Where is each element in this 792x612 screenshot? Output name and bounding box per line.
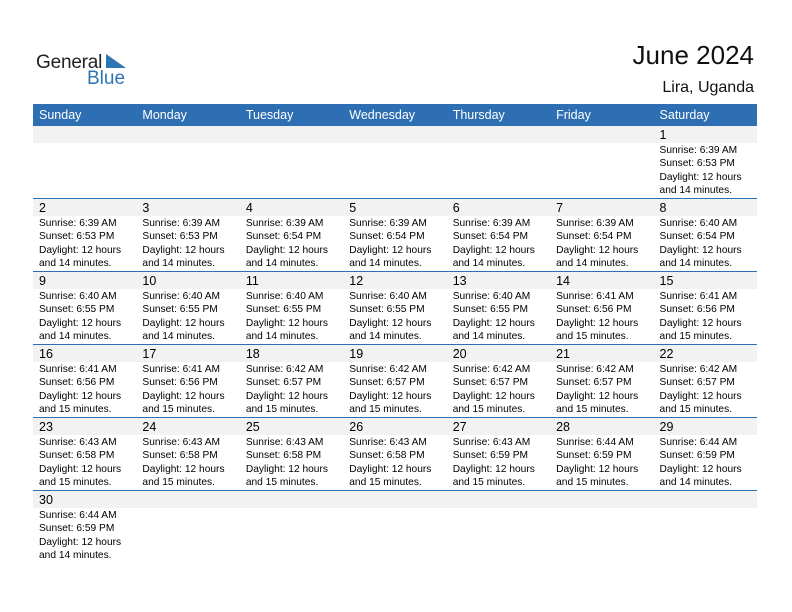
sun-info xyxy=(453,217,535,271)
sunset-text: Sunset: 6:53 PM xyxy=(39,231,115,243)
daylight-minutes-text: and 14 minutes. xyxy=(142,331,215,343)
day-cell xyxy=(550,199,653,271)
day-number: 4 xyxy=(245,201,253,215)
daylight-minutes-text: and 14 minutes. xyxy=(245,331,319,343)
day-number-strip xyxy=(654,126,757,143)
day-cell xyxy=(240,491,343,564)
sunset-text: Sunset: 6:54 PM xyxy=(245,231,322,243)
day-number: 10 xyxy=(142,274,157,288)
sun-info xyxy=(660,363,742,417)
sunrise-text: Sunrise: 6:44 AM xyxy=(39,510,117,521)
day-cell xyxy=(550,345,653,417)
daylight-text: Daylight: 12 hours xyxy=(245,317,328,329)
sun-info xyxy=(660,436,742,490)
day-number: 26 xyxy=(349,420,364,434)
daylight-minutes-text: and 15 minutes. xyxy=(245,477,319,489)
day-cell xyxy=(447,272,550,344)
sunset-text: Sunset: 6:54 PM xyxy=(452,231,529,243)
day-number: 20 xyxy=(452,347,467,361)
sun-info xyxy=(246,290,328,344)
daylight-minutes-text: and 14 minutes. xyxy=(39,331,112,343)
day-number-strip xyxy=(654,491,757,508)
day-number: 18 xyxy=(245,347,260,361)
sunset-text: Sunset: 6:58 PM xyxy=(39,450,115,462)
day-number: 2 xyxy=(39,201,46,215)
sunset-text: Sunset: 6:53 PM xyxy=(142,231,218,243)
day-cell xyxy=(447,126,550,198)
daylight-text: Daylight: 12 hours xyxy=(39,463,122,475)
daylight-minutes-text: and 14 minutes. xyxy=(556,258,629,270)
day-cell xyxy=(343,345,446,417)
sun-info xyxy=(556,436,638,490)
day-number: 15 xyxy=(659,274,674,288)
sunrise-text: Sunrise: 6:39 AM xyxy=(39,218,117,229)
day-cell xyxy=(33,126,136,198)
daylight-minutes-text: and 14 minutes. xyxy=(659,258,733,270)
daylight-minutes-text: and 15 minutes. xyxy=(142,404,215,416)
daylight-text: Daylight: 12 hours xyxy=(39,244,122,256)
daylight-text: Daylight: 12 hours xyxy=(659,317,742,329)
week-row xyxy=(33,272,757,345)
sun-info xyxy=(349,436,431,490)
day-number: 13 xyxy=(452,274,467,288)
week-row xyxy=(33,491,757,564)
daylight-minutes-text: and 15 minutes. xyxy=(349,477,422,489)
day-number-strip xyxy=(343,199,446,216)
daylight-text: Daylight: 12 hours xyxy=(39,390,122,402)
day-cell xyxy=(550,491,653,564)
weekday-thursday: Thursday xyxy=(452,108,505,122)
daylight-minutes-text: and 14 minutes. xyxy=(245,258,319,270)
day-number-strip xyxy=(550,491,653,508)
day-cell xyxy=(33,272,136,344)
daylight-text: Daylight: 12 hours xyxy=(659,244,742,256)
day-cell xyxy=(240,345,343,417)
sunset-text: Sunset: 6:55 PM xyxy=(245,304,322,316)
daylight-minutes-text: and 15 minutes. xyxy=(39,404,112,416)
day-number: 9 xyxy=(39,274,46,288)
sunrise-text: Sunrise: 6:40 AM xyxy=(39,291,117,302)
sunrise-text: Sunrise: 6:43 AM xyxy=(452,437,531,448)
logo-triangle-icon xyxy=(106,54,126,68)
day-number-strip xyxy=(240,126,343,143)
day-number-strip xyxy=(447,491,550,508)
day-cell xyxy=(447,418,550,490)
sunrise-text: Sunrise: 6:39 AM xyxy=(142,218,221,229)
location-subtitle: Lira, Uganda xyxy=(662,79,754,96)
weekday-saturday: Saturday xyxy=(659,108,710,122)
day-number-strip xyxy=(33,272,136,289)
day-cell xyxy=(240,272,343,344)
daylight-minutes-text: and 14 minutes. xyxy=(39,550,112,562)
sunrise-text: Sunrise: 6:39 AM xyxy=(349,218,427,229)
sun-info xyxy=(453,436,535,490)
page-title: June 2024 xyxy=(632,40,754,70)
sun-info xyxy=(39,217,121,271)
daylight-text: Daylight: 12 hours xyxy=(452,463,535,475)
sun-info xyxy=(39,436,121,490)
daylight-text: Daylight: 12 hours xyxy=(142,317,225,329)
sun-info xyxy=(556,217,638,271)
day-cell xyxy=(654,199,757,271)
daylight-minutes-text: and 14 minutes. xyxy=(349,331,422,343)
sun-info xyxy=(142,217,224,271)
day-cell xyxy=(343,199,446,271)
daylight-text: Daylight: 12 hours xyxy=(659,463,742,475)
daylight-minutes-text: and 15 minutes. xyxy=(142,477,215,489)
logo xyxy=(36,52,136,92)
sunset-text: Sunset: 6:59 PM xyxy=(39,523,115,535)
day-number: 16 xyxy=(39,347,53,361)
sun-info xyxy=(349,363,431,417)
sunset-text: Sunset: 6:54 PM xyxy=(556,231,632,243)
sun-info xyxy=(39,363,121,417)
logo-word-blue: Blue xyxy=(87,68,126,89)
daylight-text: Daylight: 12 hours xyxy=(452,317,535,329)
sunset-text: Sunset: 6:55 PM xyxy=(349,304,425,316)
sunrise-text: Sunrise: 6:44 AM xyxy=(556,437,634,448)
daylight-text: Daylight: 12 hours xyxy=(452,244,535,256)
daylight-minutes-text: and 14 minutes. xyxy=(659,477,733,489)
daylight-text: Daylight: 12 hours xyxy=(245,390,328,402)
day-number-strip xyxy=(343,491,446,508)
day-cell xyxy=(136,345,239,417)
day-cell xyxy=(136,272,239,344)
sunrise-text: Sunrise: 6:41 AM xyxy=(556,291,634,302)
daylight-minutes-text: and 14 minutes. xyxy=(349,258,422,270)
day-number-strip xyxy=(136,491,239,508)
week-row xyxy=(33,126,757,199)
day-number-strip xyxy=(240,199,343,216)
sunset-text: Sunset: 6:57 PM xyxy=(452,377,529,389)
day-number-strip xyxy=(550,126,653,143)
daylight-minutes-text: and 15 minutes. xyxy=(659,404,733,416)
sunset-text: Sunset: 6:55 PM xyxy=(142,304,218,316)
daylight-text: Daylight: 12 hours xyxy=(349,463,432,475)
sunrise-text: Sunrise: 6:40 AM xyxy=(245,291,324,302)
sunrise-text: Sunrise: 6:42 AM xyxy=(349,364,427,375)
day-number: 30 xyxy=(39,493,53,507)
day-cell xyxy=(240,418,343,490)
sunrise-text: Sunrise: 6:42 AM xyxy=(556,364,634,375)
daylight-text: Daylight: 12 hours xyxy=(556,463,639,475)
daylight-text: Daylight: 12 hours xyxy=(556,390,639,402)
sunset-text: Sunset: 6:57 PM xyxy=(556,377,632,389)
day-number-strip xyxy=(33,126,136,143)
sunrise-text: Sunrise: 6:43 AM xyxy=(245,437,324,448)
sunset-text: Sunset: 6:59 PM xyxy=(556,450,632,462)
day-cell xyxy=(343,491,446,564)
daylight-text: Daylight: 12 hours xyxy=(349,317,432,329)
day-number: 8 xyxy=(659,201,667,215)
daylight-text: Daylight: 12 hours xyxy=(245,244,328,256)
day-number: 27 xyxy=(452,420,467,434)
sun-info xyxy=(246,217,328,271)
day-number: 14 xyxy=(556,274,571,288)
weekday-friday: Friday xyxy=(556,108,591,122)
sunrise-text: Sunrise: 6:39 AM xyxy=(659,145,738,156)
calendar-weeks xyxy=(33,126,757,564)
daylight-minutes-text: and 14 minutes. xyxy=(39,258,112,270)
day-cell xyxy=(33,199,136,271)
sunset-text: Sunset: 6:53 PM xyxy=(659,158,735,170)
day-cell xyxy=(136,199,239,271)
sunrise-text: Sunrise: 6:40 AM xyxy=(659,218,738,229)
daylight-minutes-text: and 14 minutes. xyxy=(142,258,215,270)
sunset-text: Sunset: 6:59 PM xyxy=(659,450,735,462)
sunset-text: Sunset: 6:58 PM xyxy=(245,450,322,462)
sun-info xyxy=(660,144,742,198)
day-cell xyxy=(447,491,550,564)
day-cell xyxy=(136,491,239,564)
day-number: 11 xyxy=(245,274,259,288)
day-number: 23 xyxy=(39,420,53,434)
sunset-text: Sunset: 6:58 PM xyxy=(349,450,425,462)
sun-info xyxy=(660,290,742,344)
day-number-strip xyxy=(240,491,343,508)
daylight-text: Daylight: 12 hours xyxy=(245,463,328,475)
day-cell xyxy=(447,199,550,271)
day-cell xyxy=(447,345,550,417)
daylight-text: Daylight: 12 hours xyxy=(142,463,225,475)
sunset-text: Sunset: 6:57 PM xyxy=(659,377,735,389)
daylight-text: Daylight: 12 hours xyxy=(39,536,122,548)
day-cell xyxy=(136,126,239,198)
sunset-text: Sunset: 6:58 PM xyxy=(142,450,218,462)
day-cell xyxy=(654,126,757,198)
sunrise-text: Sunrise: 6:43 AM xyxy=(39,437,117,448)
sun-info xyxy=(660,217,742,271)
day-number: 21 xyxy=(556,347,571,361)
day-cell xyxy=(33,491,136,564)
day-cell xyxy=(240,126,343,198)
weekday-sunday: Sunday xyxy=(39,108,82,122)
day-cell xyxy=(136,418,239,490)
day-cell xyxy=(240,199,343,271)
day-cell xyxy=(550,126,653,198)
sunrise-text: Sunrise: 6:42 AM xyxy=(659,364,738,375)
sunrise-text: Sunrise: 6:40 AM xyxy=(142,291,221,302)
day-number: 6 xyxy=(452,201,460,215)
sunset-text: Sunset: 6:56 PM xyxy=(659,304,735,316)
sunset-text: Sunset: 6:56 PM xyxy=(142,377,218,389)
day-number: 29 xyxy=(659,420,674,434)
daylight-text: Daylight: 12 hours xyxy=(39,317,122,329)
daylight-text: Daylight: 12 hours xyxy=(349,244,432,256)
sun-info xyxy=(349,290,431,344)
sun-info xyxy=(142,290,224,344)
sunrise-text: Sunrise: 6:44 AM xyxy=(659,437,738,448)
weekday-header xyxy=(33,104,757,126)
sunrise-text: Sunrise: 6:39 AM xyxy=(452,218,531,229)
week-row xyxy=(33,199,757,272)
sun-info xyxy=(142,363,224,417)
day-number-strip xyxy=(136,199,239,216)
sun-info xyxy=(142,436,224,490)
daylight-text: Daylight: 12 hours xyxy=(556,244,639,256)
day-number: 5 xyxy=(349,201,357,215)
sunset-text: Sunset: 6:55 PM xyxy=(452,304,529,316)
day-number-strip xyxy=(447,126,550,143)
sunrise-text: Sunrise: 6:43 AM xyxy=(349,437,427,448)
sunset-text: Sunset: 6:56 PM xyxy=(39,377,115,389)
day-number-strip xyxy=(550,199,653,216)
day-number: 22 xyxy=(659,347,674,361)
day-cell xyxy=(654,345,757,417)
daylight-minutes-text: and 14 minutes. xyxy=(659,185,733,197)
daylight-minutes-text: and 14 minutes. xyxy=(452,331,526,343)
day-cell xyxy=(550,272,653,344)
sunset-text: Sunset: 6:54 PM xyxy=(349,231,425,243)
sun-info xyxy=(556,363,638,417)
daylight-minutes-text: and 15 minutes. xyxy=(556,331,629,343)
daylight-text: Daylight: 12 hours xyxy=(452,390,535,402)
weekday-monday: Monday xyxy=(142,108,187,122)
sunset-text: Sunset: 6:59 PM xyxy=(452,450,529,462)
day-number-strip xyxy=(33,199,136,216)
daylight-minutes-text: and 15 minutes. xyxy=(452,477,526,489)
daylight-text: Daylight: 12 hours xyxy=(659,171,742,183)
daylight-minutes-text: and 15 minutes. xyxy=(245,404,319,416)
sun-info xyxy=(39,509,121,563)
day-cell xyxy=(343,126,446,198)
sunset-text: Sunset: 6:56 PM xyxy=(556,304,632,316)
sun-info xyxy=(453,290,535,344)
weekday-tuesday: Tuesday xyxy=(245,108,294,122)
daylight-text: Daylight: 12 hours xyxy=(142,390,225,402)
sunrise-text: Sunrise: 6:41 AM xyxy=(142,364,221,375)
day-number-strip xyxy=(654,199,757,216)
day-number: 3 xyxy=(142,201,150,215)
daylight-text: Daylight: 12 hours xyxy=(142,244,225,256)
logo-word-general: General xyxy=(36,52,103,73)
day-cell xyxy=(33,418,136,490)
sunrise-text: Sunrise: 6:40 AM xyxy=(452,291,531,302)
week-row xyxy=(33,418,757,491)
day-number-strip xyxy=(447,199,550,216)
daylight-minutes-text: and 15 minutes. xyxy=(349,404,422,416)
daylight-minutes-text: and 15 minutes. xyxy=(556,477,629,489)
day-number-strip xyxy=(343,126,446,143)
sunrise-text: Sunrise: 6:41 AM xyxy=(39,364,117,375)
daylight-text: Daylight: 12 hours xyxy=(349,390,432,402)
sun-info xyxy=(556,290,638,344)
sunset-text: Sunset: 6:55 PM xyxy=(39,304,115,316)
day-cell xyxy=(33,345,136,417)
day-number: 1 xyxy=(659,128,667,142)
sun-info xyxy=(349,217,431,271)
day-cell xyxy=(654,491,757,564)
sunrise-text: Sunrise: 6:41 AM xyxy=(659,291,738,302)
daylight-minutes-text: and 15 minutes. xyxy=(556,404,629,416)
day-number: 12 xyxy=(349,274,364,288)
calendar-grid xyxy=(33,104,757,564)
sunrise-text: Sunrise: 6:42 AM xyxy=(245,364,324,375)
day-number: 28 xyxy=(556,420,571,434)
daylight-minutes-text: and 14 minutes. xyxy=(452,258,526,270)
daylight-minutes-text: and 15 minutes. xyxy=(452,404,526,416)
day-cell xyxy=(654,418,757,490)
day-number: 19 xyxy=(349,347,364,361)
week-row xyxy=(33,345,757,418)
day-cell xyxy=(343,418,446,490)
day-number: 24 xyxy=(142,420,157,434)
sunrise-text: Sunrise: 6:40 AM xyxy=(349,291,427,302)
weekday-wednesday: Wednesday xyxy=(349,108,416,122)
sun-info xyxy=(246,363,328,417)
daylight-text: Daylight: 12 hours xyxy=(659,390,742,402)
day-number: 7 xyxy=(556,201,564,215)
day-cell xyxy=(343,272,446,344)
sun-info xyxy=(246,436,328,490)
sunrise-text: Sunrise: 6:42 AM xyxy=(452,364,531,375)
day-cell xyxy=(654,272,757,344)
day-cell xyxy=(550,418,653,490)
day-number: 17 xyxy=(142,347,157,361)
daylight-minutes-text: and 15 minutes. xyxy=(39,477,112,489)
daylight-text: Daylight: 12 hours xyxy=(556,317,639,329)
sunset-text: Sunset: 6:54 PM xyxy=(659,231,735,243)
day-number-strip xyxy=(136,126,239,143)
sunrise-text: Sunrise: 6:39 AM xyxy=(245,218,324,229)
sunrise-text: Sunrise: 6:43 AM xyxy=(142,437,221,448)
sunset-text: Sunset: 6:57 PM xyxy=(245,377,322,389)
daylight-minutes-text: and 15 minutes. xyxy=(659,331,733,343)
sunset-text: Sunset: 6:57 PM xyxy=(349,377,425,389)
sun-info xyxy=(39,290,121,344)
sunrise-text: Sunrise: 6:39 AM xyxy=(556,218,634,229)
day-number: 25 xyxy=(245,420,260,434)
sun-info xyxy=(453,363,535,417)
